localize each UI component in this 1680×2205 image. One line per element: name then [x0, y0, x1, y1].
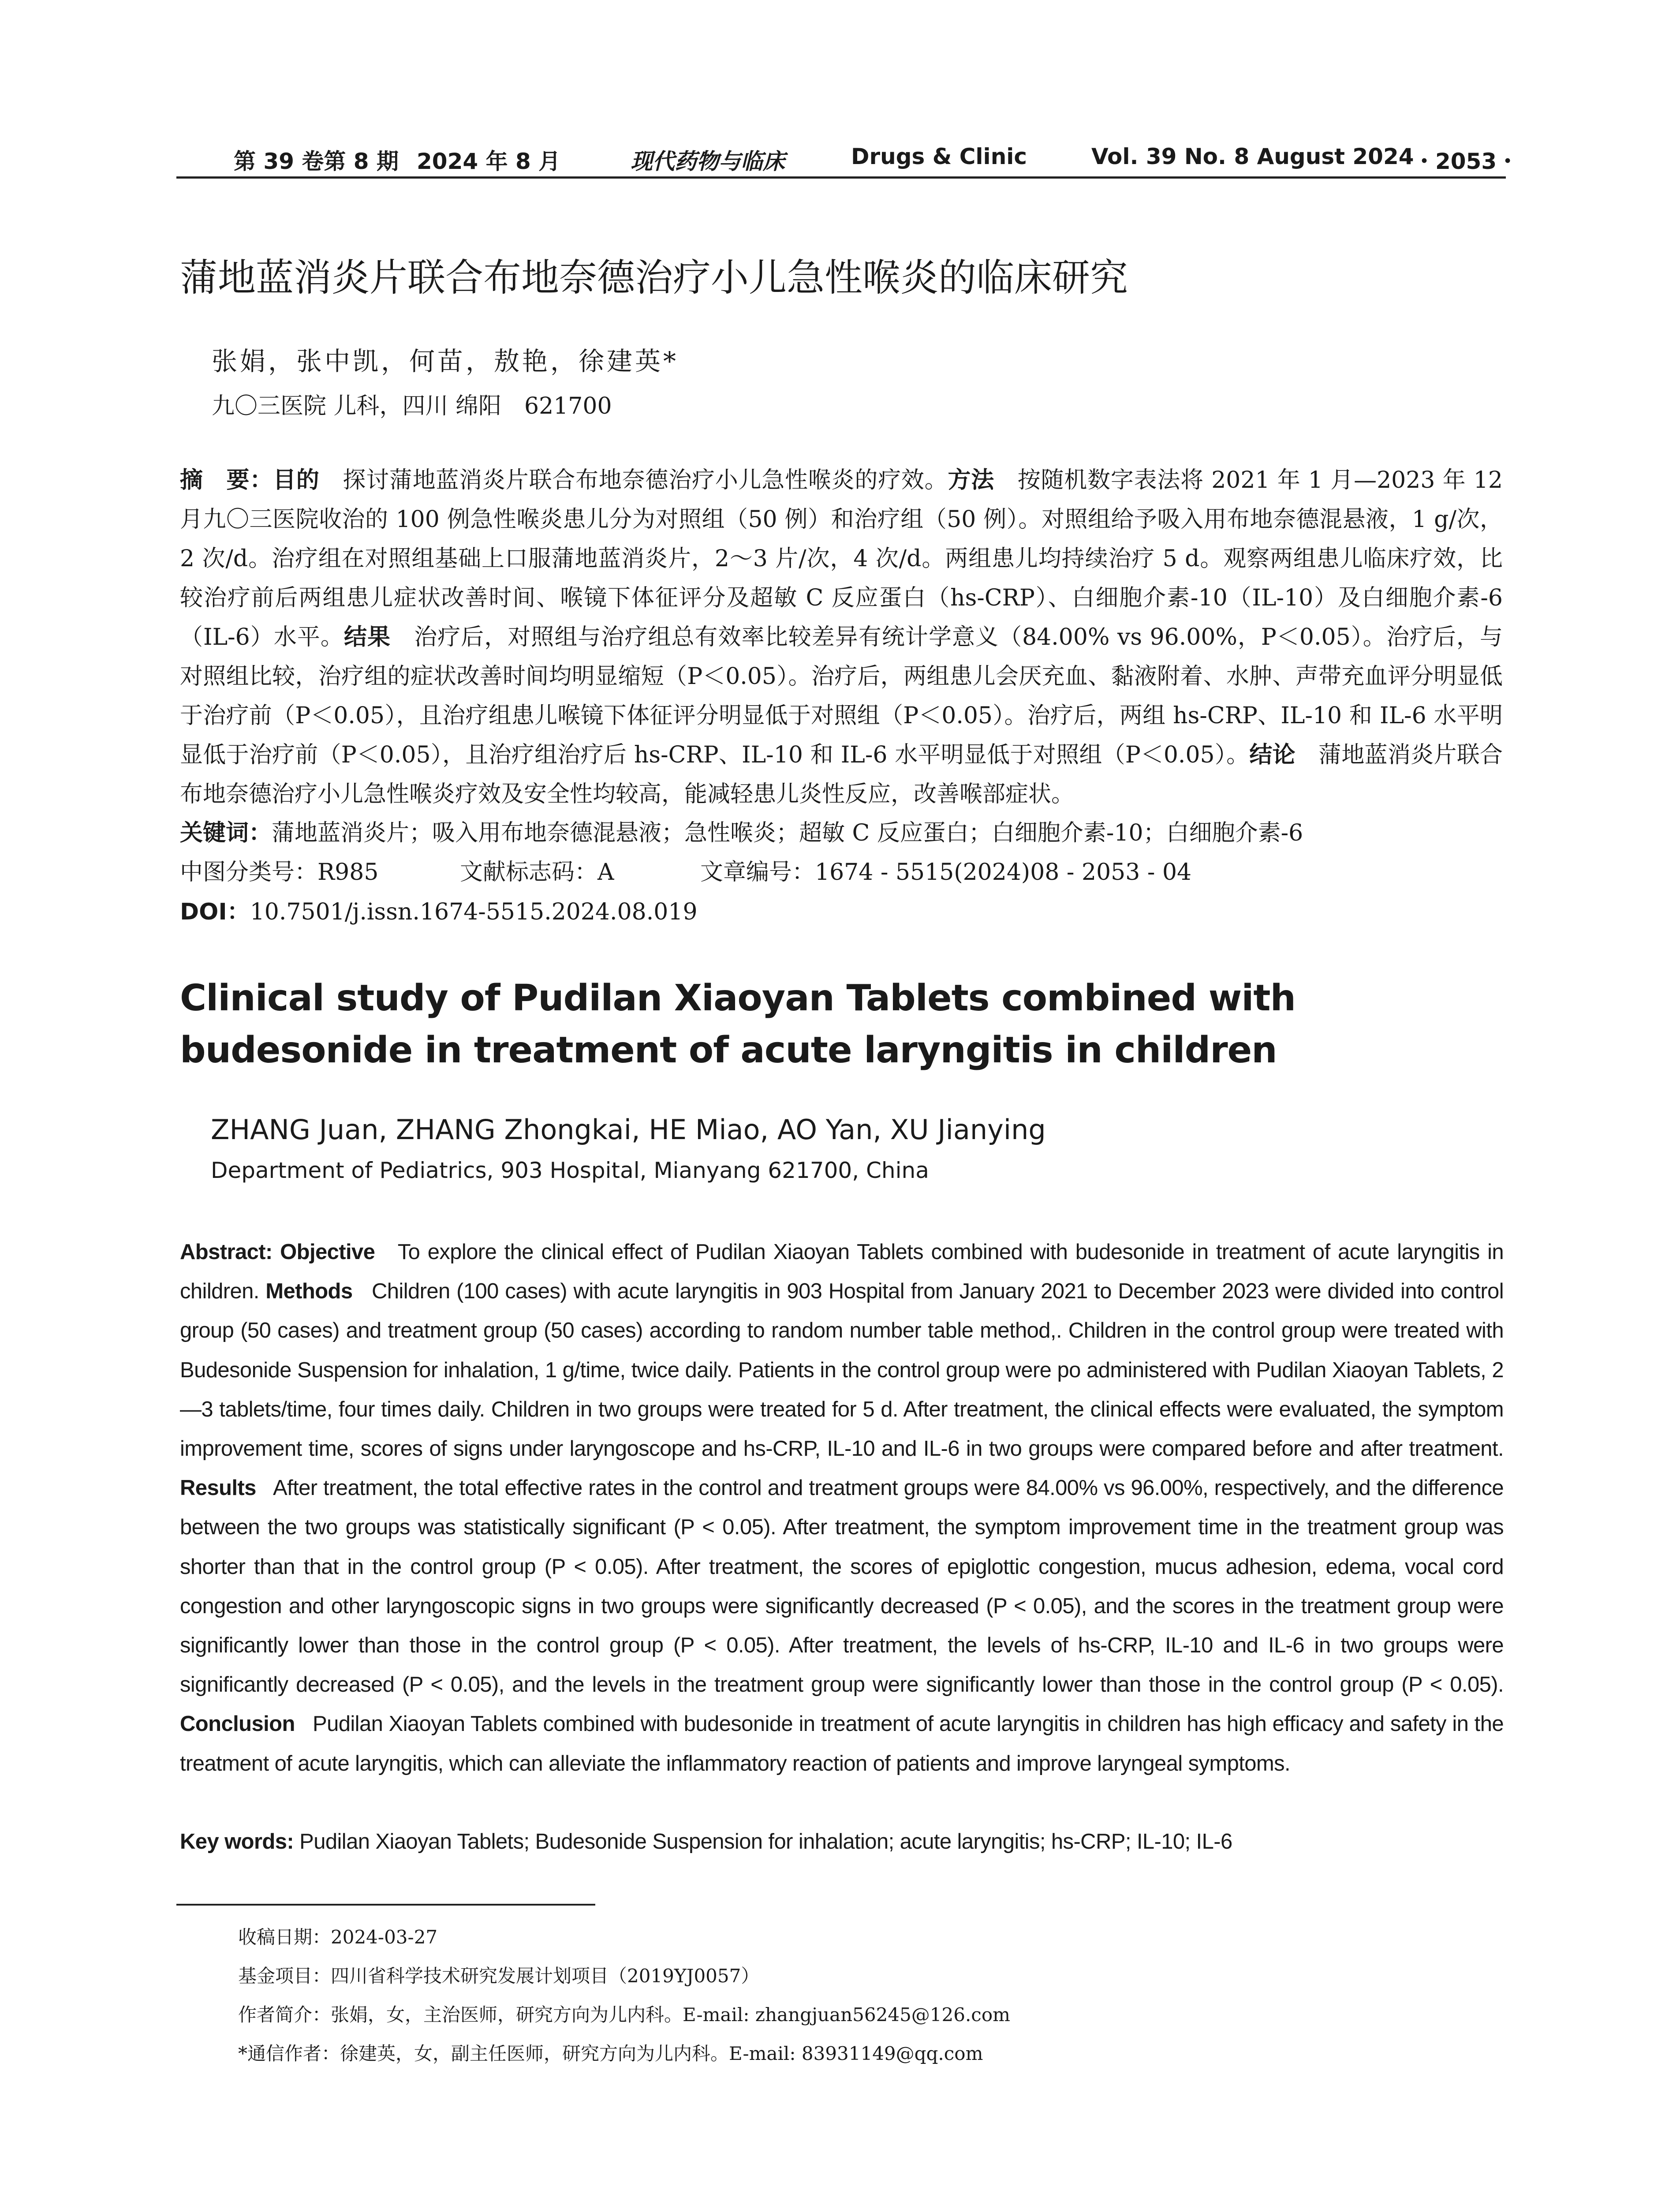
keywords-cn [180, 814, 1503, 853]
abstract-cn-methods: 按随机数字表法将 2021 年 1 月—2023 年 12 月九〇三医院收治的 100 例急性喉炎患儿分为对照组（50 例）和治疗组（50 例）。对照组给予吸入用布地奈德混悬液，1 g/次，2 次/d。治疗组在对照组基础上口服蒲地蓝消炎片，2～3 片/次，4 次/d。两组患儿均持续治疗 5 d。观察两组患儿临床疗效，比较治疗前后两组患儿症状改善时间、喉镜下体征评分及超敏 C 反应蛋白（hs-CRP）、白细胞介素-10（IL-10）及白细胞介素-6（IL-6）水平。 [180, 467, 1503, 650]
doi-row [180, 893, 698, 926]
abstract-en-methods: Children (100 cases) with acute laryngitis in 903 Hospital from January 2021 to December 2023 were divided into control group (50 cases) and treatment group (50 cases) according to random number table method,. Children in the control group were treated with Budesonide Suspension for inhalation, 1 g/time, twice daily. Patients in the control group were po administered with Pudilan Xiaoyan Tablets, 2—3 tablets/time, four times daily. Children in two groups were treated for 5 d. After treatment, the clinical effects were evaluated, the symptom improvement time, scores of signs under laryngoscope and hs-CRP, IL-10 and IL-6 in two groups were compared before and after treatment. [180, 1279, 1504, 1461]
footnote-divider [176, 1904, 595, 1906]
header-page-number: ・2053・ [1413, 149, 1519, 174]
abstract-cn-results: 治疗后，对照组与治疗组总有效率比较差异有统计学意义（84.00% vs 96.00%，P＜0.05）。治疗后，与对照组比较，治疗组的症状改善时间均明显缩短（P＜0.05）。治疗后，两组患儿会厌充血、黏液附着、水肿、声带充血评分明显低于治疗前（P＜0.05），且治疗组患儿喉镜下体征评分明显低于对照组（P＜0.05）。治疗后，两组 hs-CRP、IL-10 和 IL-6 水平明显低于治疗前（P＜0.05），且治疗组治疗后 hs-CRP、IL-10 和 IL-6 水平明显低于对照组（P＜0.05）。 [180, 624, 1503, 768]
affiliation-en: Department of Pediatrics, 903 Hospital, Mianyang 621700, China [211, 1158, 929, 1183]
abstract-en-results-label: Results [180, 1476, 256, 1500]
abstract-en-results: After treatment, the total effective rates in the control and treatment groups were 84.00% vs 96.00%, respectively, and the difference between the two groups was statistically significant (P < 0.05). After treatment, the symptom improvement time in the treatment group was shorter than that in the control group (P < 0.05). After treatment, the scores of epiglottic congestion, mucus adhesion, edema, vocal cord congestion and other laryngoscopic signs in two groups were significantly decreased (P < 0.05), and the scores in the treatment group were significantly lower than those in the control group (P < 0.05). After treatment, the levels of hs-CRP, IL-10 and IL-6 in two groups were significantly decreased (P < 0.05), and the levels in the treatment group were significantly lower than those in the control group (P < 0.05). [180, 1476, 1504, 1697]
abstract-en-objective-label: Objective [280, 1240, 375, 1264]
clc-number: 中图分类号：R985 [180, 859, 379, 886]
abstract-en-conclusion-label: Conclusion [180, 1712, 295, 1736]
authors-cn: 张娟，张中凯，何苗，敖艳，徐建英* [212, 346, 679, 376]
running-header [176, 137, 1519, 179]
authors-en: ZHANG Juan, ZHANG Zhongkai, HE Miao, AO Yan, XU Jianying [211, 1114, 1046, 1146]
abstract-en-label: Abstract: [180, 1240, 273, 1264]
abstract-cn-label: 摘 要： [180, 467, 273, 493]
abstract-cn-results-label: 结果 [343, 624, 391, 650]
abstract-cn-conclusion: 蒲地蓝消炎片联合布地奈德治疗小儿急性喉炎疗效及安全性均较高，能减轻患儿炎性反应，改善喉部症状。 [180, 742, 1503, 807]
keywords-cn-label: 关键词： [180, 820, 272, 846]
keywords-en-text: Pudilan Xiaoyan Tablets; Budesonide Suspension for inhalation; acute laryngitis; hs-CRP; IL-10; IL-6 [299, 1830, 1232, 1854]
abstract-en-methods-label: Methods [265, 1279, 353, 1304]
abstract-cn-conclusion-label: 结论 [1249, 742, 1295, 768]
abstract-cn [180, 461, 1503, 814]
title-en: Clinical study of Pudilan Xiaoyan Tablets combined with budesonide in treatment of acute laryngitis in children [180, 977, 1296, 1071]
abstract-en-objective: To explore the clinical effect of Pudilan Xiaoyan Tablets combined with budesonide in treatment of acute laryngitis in children. [180, 1240, 1504, 1304]
article-number: 文章编号：1674 - 5515(2024)08 - 2053 - 04 [700, 859, 1192, 886]
keywords-cn-text: 蒲地蓝消炎片；吸入用布地奈德混悬液；急性喉炎；超敏 C 反应蛋白；白细胞介素-10；白细胞介素-6 [272, 820, 1303, 846]
keywords-en [180, 1829, 1232, 1854]
doi-value: 10.7501/j.issn.1674-5515.2024.08.019 [250, 899, 698, 925]
footnote-author-bio: 作者简介：张娟，女，主治医师，研究方向为儿内科。E-mail: zhangjuan56245@126.com [238, 2004, 1010, 2026]
header-journal-en: Drugs & Clinic [851, 144, 1027, 169]
document-code: 文献标志码：A [460, 859, 614, 886]
abstract-cn-methods-label: 方法 [948, 467, 994, 493]
abstract-cn-objective: 探讨蒲地蓝消炎片联合布地奈德治疗小儿急性喉炎的疗效。 [343, 467, 948, 493]
title-cn: 蒲地蓝消炎片联合布地奈德治疗小儿急性喉炎的临床研究 [180, 256, 1128, 300]
header-journal-cn: 现代药物与临床 [631, 148, 785, 174]
abstract-cn-objective-label: 目的 [273, 467, 320, 493]
footnote-received-date: 收稿日期：2024-03-27 [238, 1926, 438, 1948]
abstract-en [180, 1233, 1504, 1783]
affiliation-cn: 九〇三医院 儿科，四川 绵阳 621700 [212, 393, 612, 419]
footnote-corresponding-author: *通信作者：徐建英，女，副主任医师，研究方向为儿内科。E-mail: 83931149@qq.com [238, 2043, 983, 2064]
header-volume-en: Vol. 39 No. 8 August 2024 [1091, 144, 1414, 169]
abstract-en-conclusion: Pudilan Xiaoyan Tablets combined with budesonide in treatment of acute laryngitis in children has high efficacy and safety in the treatment of acute laryngitis, which can alleviate the inflammatory reaction of patients and improve laryngeal symptoms. [180, 1712, 1504, 1775]
footnote-fund: 基金项目：四川省科学技术研究发展计划项目（2019YJ0057） [238, 1965, 760, 1987]
doi-label: DOI： [180, 899, 250, 925]
keywords-en-label: Key words: [180, 1830, 294, 1854]
header-date-cn: 2024 年 8 月 [417, 149, 561, 174]
header-volume-cn: 第 39 卷第 8 期 [234, 149, 399, 174]
